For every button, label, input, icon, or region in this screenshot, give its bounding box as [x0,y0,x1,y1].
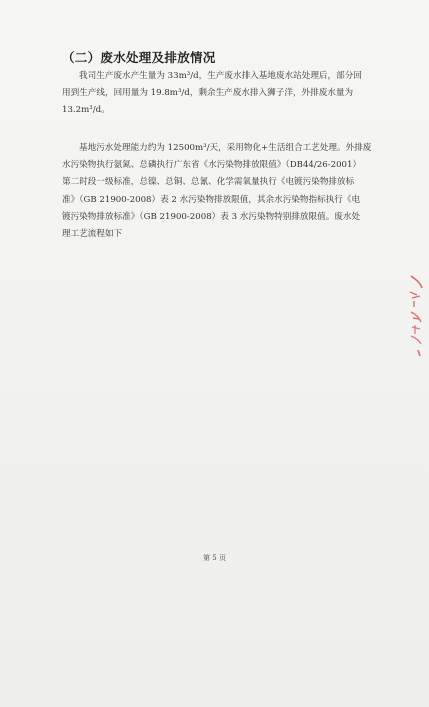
page-number: 第 5 页 [203,554,226,562]
paragraph-line: 准》（GB 21900-2008）表 2 水污染物排放限值，其余水污染物指标执行《电 [62,194,361,205]
paragraph-line: 用到生产线，回用量为 19.8m³/d，剩余生产废水排入狮子洋，外排废水量为 [62,88,354,99]
paragraph-line: 水污染物执行氨氮、总磷执行广东省《水污染物排放限值》（DB44/26-2001） [62,160,362,171]
paragraph-line: 第二时段一级标准，总镍、总铜、总氰、化学需氧量执行《电镀污染物排放标 [62,177,355,188]
red-seal-stamp-fragment [408,272,424,357]
paragraph-line: 我司生产废水产生量为 33m³/d，生产废水排入基地废水站处理后，部分回 [79,71,362,81]
section-heading: （二）废水处理及排放情况 [62,50,216,65]
paragraph-line: 理工艺流程如下 [62,229,123,240]
paragraph-line: 镀污染物排放标准》（GB 21900-2008）表 3 水污染物特别排放限值。废水处 [62,211,361,222]
paragraph-line: 13.2m³/d。 [62,105,110,116]
paragraph-line: 基地污水处理能力约为 12500m³/天，采用物化+生活组合工艺处理。外排废 [79,143,372,153]
paragraph-treatment-standards [62,140,392,243]
paragraph-wastewater-volume [62,68,392,120]
